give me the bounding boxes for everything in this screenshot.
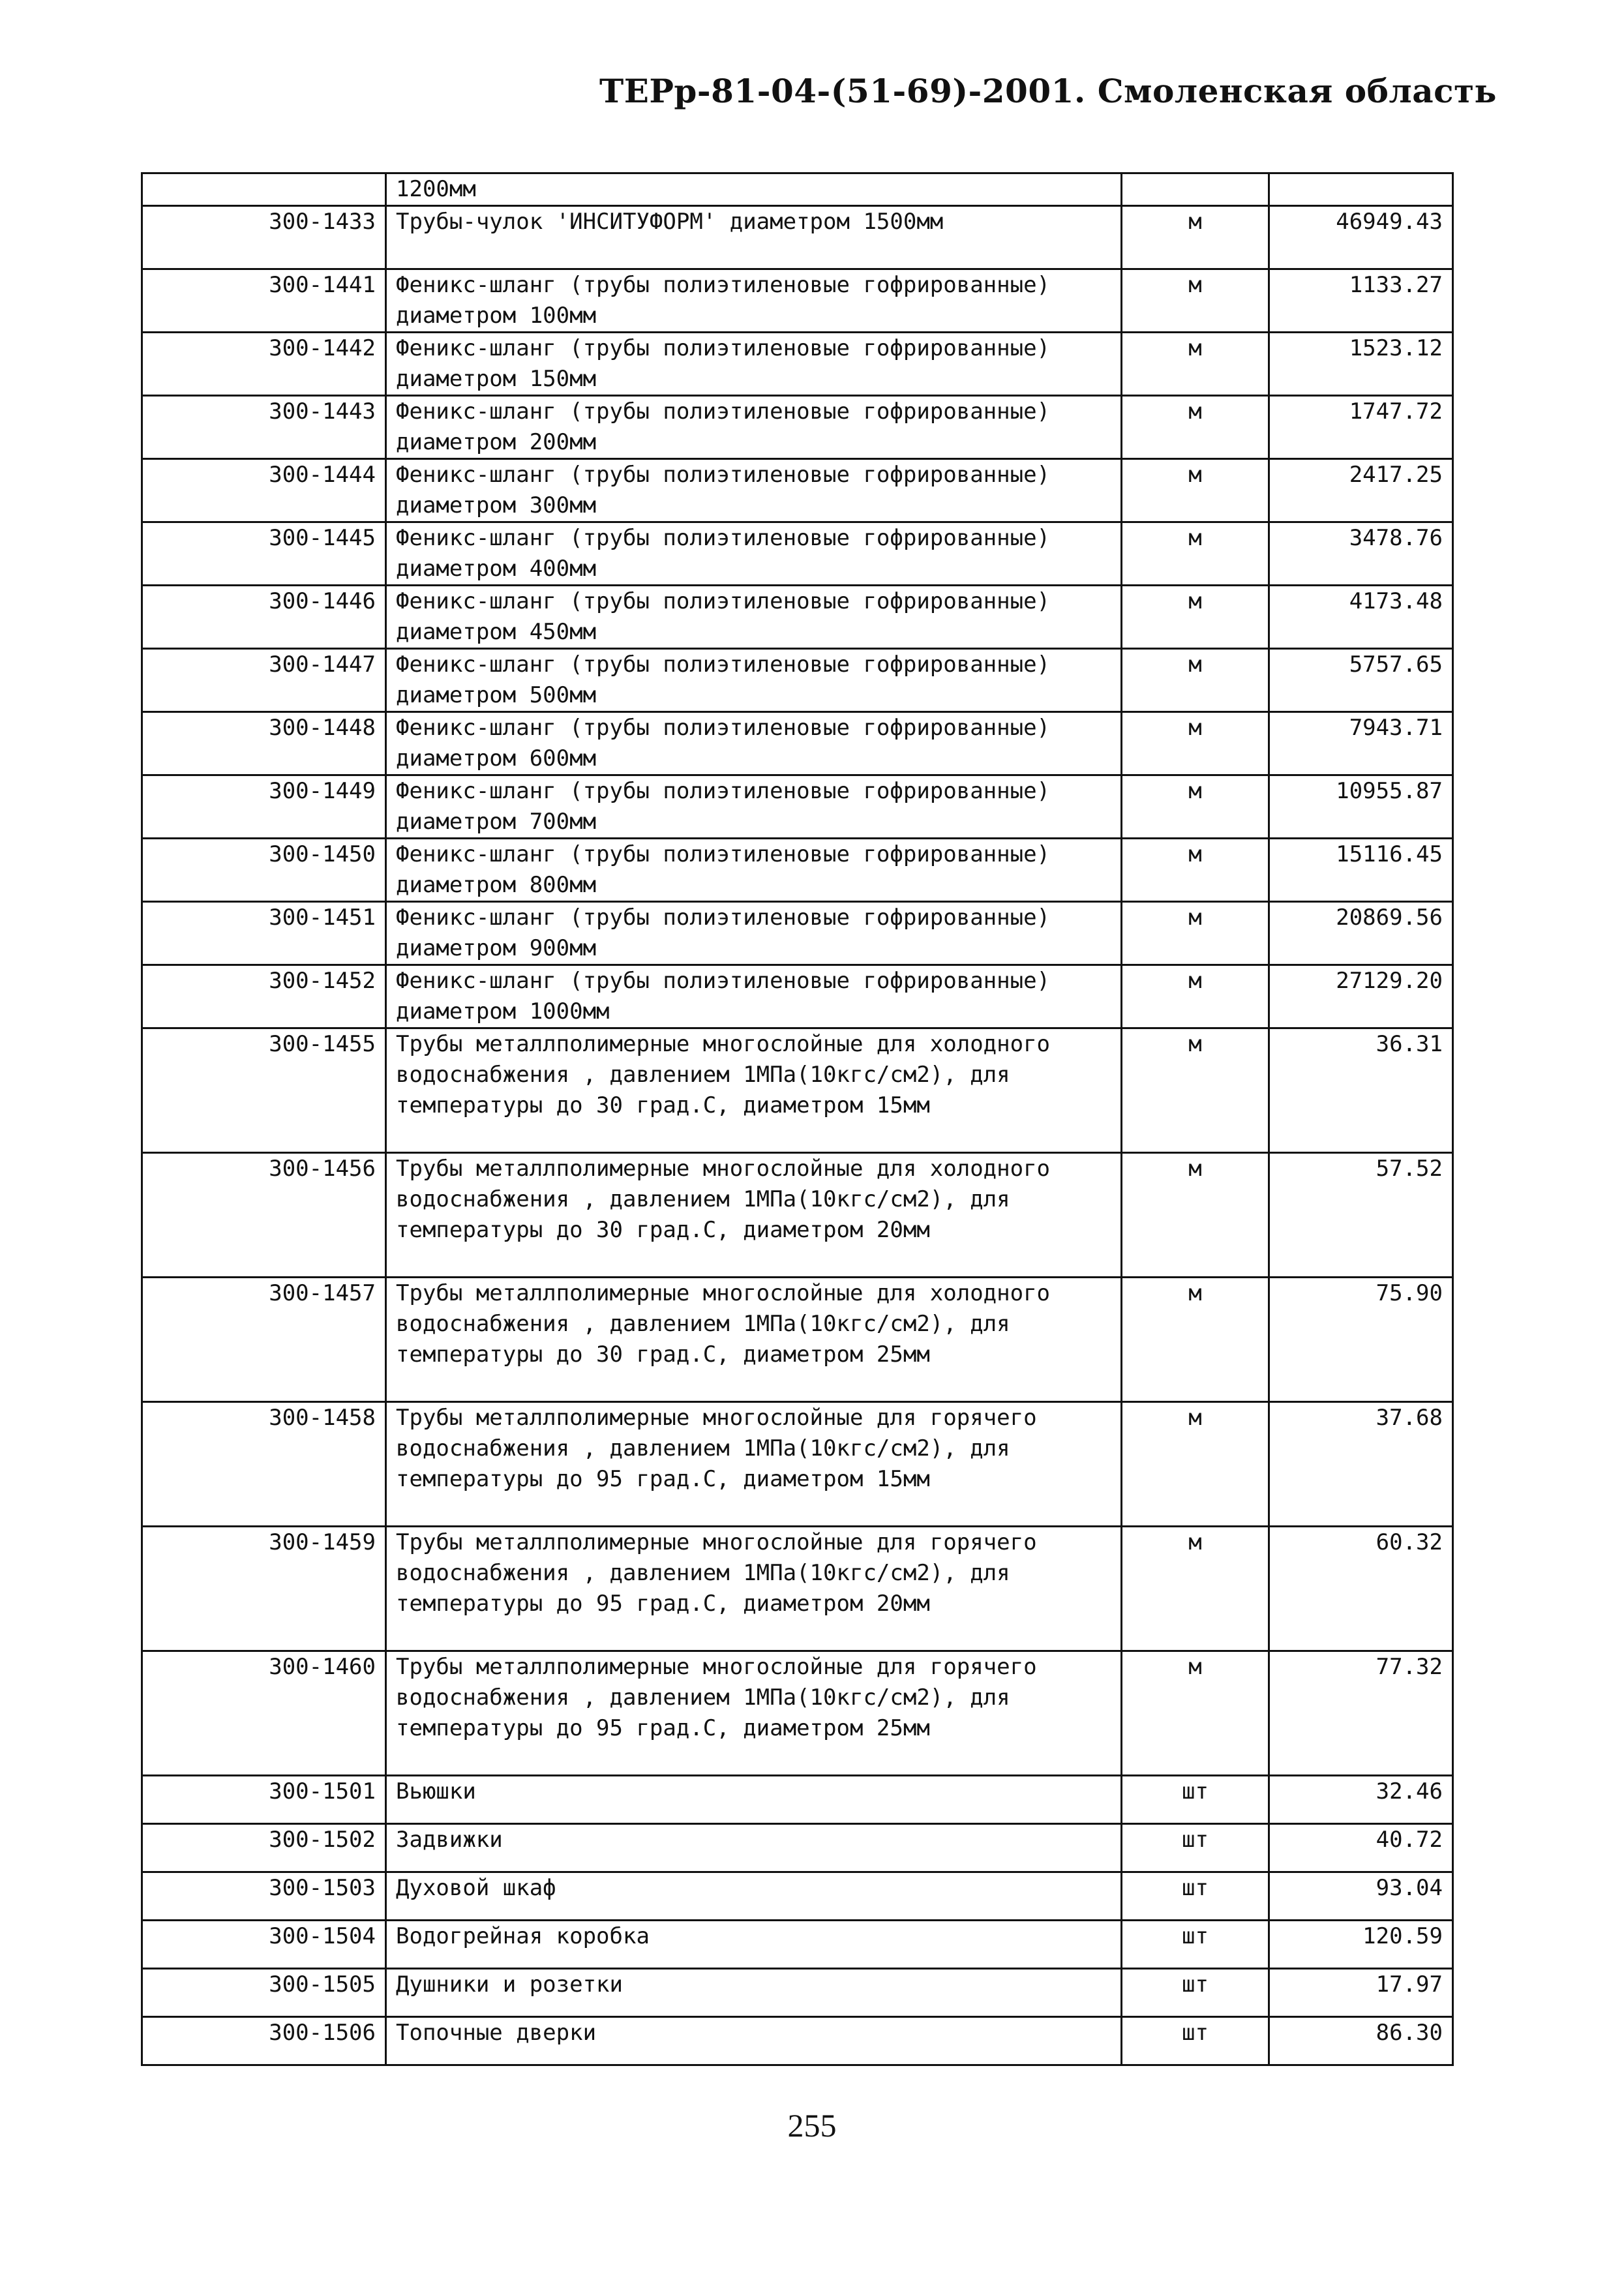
row-unit: м — [1122, 396, 1269, 459]
row-name: Топочные дверки — [386, 2017, 1122, 2065]
row-unit: м — [1122, 1028, 1269, 1153]
price-table-body — [142, 173, 1453, 2065]
row-unit: шт — [1122, 1776, 1269, 1824]
row-unit: м — [1122, 269, 1269, 333]
row-price: 1747.72 — [1269, 396, 1453, 459]
table-row — [142, 1402, 1453, 1527]
row-name: Феникс-шланг (трубы полиэтиленовые гофрированные) диаметром 800мм — [386, 839, 1122, 902]
row-name: Душники и розетки — [386, 1969, 1122, 2017]
row-name: Феникс-шланг (трубы полиэтиленовые гофрированные) диаметром 150мм — [386, 333, 1122, 396]
table-row — [142, 902, 1453, 965]
row-price: 10955.87 — [1269, 775, 1453, 839]
row-unit: м — [1122, 1402, 1269, 1527]
row-unit: шт — [1122, 1921, 1269, 1969]
row-name: Феникс-шланг (трубы полиэтиленовые гофрированные) диаметром 450мм — [386, 586, 1122, 649]
row-code: 300-1448 — [142, 712, 386, 775]
row-code: 300-1451 — [142, 902, 386, 965]
table-row — [142, 1651, 1453, 1776]
row-name: Трубы-чулок 'ИНСИТУФОРМ' диаметром 1500мм — [386, 206, 1122, 269]
row-code: 300-1504 — [142, 1921, 386, 1969]
row-name: Феникс-шланг (трубы полиэтиленовые гофрированные) диаметром 300мм — [386, 459, 1122, 522]
row-name: Феникс-шланг (трубы полиэтиленовые гофрированные) диаметром 700мм — [386, 775, 1122, 839]
row-price: 46949.43 — [1269, 206, 1453, 269]
row-price: 93.04 — [1269, 1872, 1453, 1921]
table-row — [142, 965, 1453, 1028]
row-name: Феникс-шланг (трубы полиэтиленовые гофрированные) диаметром 500мм — [386, 649, 1122, 712]
row-code: 300-1505 — [142, 1969, 386, 2017]
row-name: Феникс-шланг (трубы полиэтиленовые гофрированные) диаметром 900мм — [386, 902, 1122, 965]
row-unit: м — [1122, 1278, 1269, 1402]
row-name: Трубы металлполимерные многослойные для горячего водоснабжения , давлением 1МПа(10кгс/см2), для температуры до 95 град.С, диаметром 20мм — [386, 1527, 1122, 1651]
row-price: 37.68 — [1269, 1402, 1453, 1527]
row-price: 7943.71 — [1269, 712, 1453, 775]
table-row — [142, 522, 1453, 586]
row-code: 300-1433 — [142, 206, 386, 269]
table-row — [142, 1153, 1453, 1278]
row-unit: м — [1122, 206, 1269, 269]
row-name: Трубы металлполимерные многослойные для холодного водоснабжения , давлением 1МПа(10кгс/см2), для температуры до 30 град.С, диаметром 15мм — [386, 1028, 1122, 1153]
row-unit: м — [1122, 965, 1269, 1028]
row-code: 300-1457 — [142, 1278, 386, 1402]
row-unit: м — [1122, 1527, 1269, 1651]
row-price: 1523.12 — [1269, 333, 1453, 396]
row-unit: м — [1122, 712, 1269, 775]
row-price: 2417.25 — [1269, 459, 1453, 522]
row-price: 27129.20 — [1269, 965, 1453, 1028]
row-name: Феникс-шланг (трубы полиэтиленовые гофрированные) диаметром 200мм — [386, 396, 1122, 459]
table-row — [142, 459, 1453, 522]
row-name: 1200мм — [386, 173, 1122, 206]
row-name: Феникс-шланг (трубы полиэтиленовые гофрированные) диаметром 1000мм — [386, 965, 1122, 1028]
row-code: 300-1447 — [142, 649, 386, 712]
row-name: Трубы металлполимерные многослойные для холодного водоснабжения , давлением 1МПа(10кгс/см2), для температуры до 30 град.С, диаметром 25мм — [386, 1278, 1122, 1402]
table-row — [142, 1824, 1453, 1872]
row-price: 60.32 — [1269, 1527, 1453, 1651]
row-price: 120.59 — [1269, 1921, 1453, 1969]
row-price: 32.46 — [1269, 1776, 1453, 1824]
row-name: Духовой шкаф — [386, 1872, 1122, 1921]
row-code: 300-1450 — [142, 839, 386, 902]
table-row — [142, 2017, 1453, 2065]
row-code: 300-1443 — [142, 396, 386, 459]
row-price: 77.32 — [1269, 1651, 1453, 1776]
row-price: 86.30 — [1269, 2017, 1453, 2065]
table-row — [142, 396, 1453, 459]
table-row — [142, 1278, 1453, 1402]
table-row — [142, 712, 1453, 775]
row-unit: м — [1122, 649, 1269, 712]
row-code: 300-1506 — [142, 2017, 386, 2065]
row-code: 300-1501 — [142, 1776, 386, 1824]
row-code: 300-1444 — [142, 459, 386, 522]
row-name: Феникс-шланг (трубы полиэтиленовые гофрированные) диаметром 100мм — [386, 269, 1122, 333]
row-name: Вьюшки — [386, 1776, 1122, 1824]
row-unit: м — [1122, 522, 1269, 586]
row-code — [142, 173, 386, 206]
row-price: 3478.76 — [1269, 522, 1453, 586]
row-code: 300-1459 — [142, 1527, 386, 1651]
row-code: 300-1452 — [142, 965, 386, 1028]
row-code: 300-1502 — [142, 1824, 386, 1872]
row-price: 20869.56 — [1269, 902, 1453, 965]
row-code: 300-1449 — [142, 775, 386, 839]
row-name: Трубы металлполимерные многослойные для холодного водоснабжения , давлением 1МПа(10кгс/см2), для температуры до 30 град.С, диаметром 20мм — [386, 1153, 1122, 1278]
row-name: Феникс-шланг (трубы полиэтиленовые гофрированные) диаметром 400мм — [386, 522, 1122, 586]
table-row — [142, 839, 1453, 902]
table-row — [142, 1921, 1453, 1969]
row-price — [1269, 173, 1453, 206]
row-unit: м — [1122, 839, 1269, 902]
row-price: 15116.45 — [1269, 839, 1453, 902]
row-unit — [1122, 173, 1269, 206]
row-code: 300-1446 — [142, 586, 386, 649]
row-code: 300-1456 — [142, 1153, 386, 1278]
table-row — [142, 586, 1453, 649]
row-name: Феникс-шланг (трубы полиэтиленовые гофрированные) диаметром 600мм — [386, 712, 1122, 775]
row-unit: шт — [1122, 2017, 1269, 2065]
table-row — [142, 1872, 1453, 1921]
row-unit: м — [1122, 333, 1269, 396]
row-code: 300-1458 — [142, 1402, 386, 1527]
table-row — [142, 1969, 1453, 2017]
price-table — [141, 172, 1454, 2066]
row-unit: м — [1122, 1651, 1269, 1776]
row-name: Задвижки — [386, 1824, 1122, 1872]
row-name: Водогрейная коробка — [386, 1921, 1122, 1969]
row-price: 17.97 — [1269, 1969, 1453, 2017]
row-price: 5757.65 — [1269, 649, 1453, 712]
row-name: Трубы металлполимерные многослойные для горячего водоснабжения , давлением 1МПа(10кгс/см2), для температуры до 95 град.С, диаметром 15мм — [386, 1402, 1122, 1527]
row-unit: шт — [1122, 1969, 1269, 2017]
table-row — [142, 206, 1453, 269]
row-unit: м — [1122, 459, 1269, 522]
table-row — [142, 269, 1453, 333]
table-row — [142, 1028, 1453, 1153]
row-code: 300-1441 — [142, 269, 386, 333]
row-unit: м — [1122, 1153, 1269, 1278]
row-unit: м — [1122, 902, 1269, 965]
row-unit: м — [1122, 775, 1269, 839]
table-row-continuation — [142, 173, 1453, 206]
row-unit: шт — [1122, 1824, 1269, 1872]
row-code: 300-1442 — [142, 333, 386, 396]
row-unit: шт — [1122, 1872, 1269, 1921]
row-price: 75.90 — [1269, 1278, 1453, 1402]
row-code: 300-1445 — [142, 522, 386, 586]
row-price: 40.72 — [1269, 1824, 1453, 1872]
table-row — [142, 649, 1453, 712]
row-code: 300-1455 — [142, 1028, 386, 1153]
row-price: 57.52 — [1269, 1153, 1453, 1278]
row-price: 36.31 — [1269, 1028, 1453, 1153]
row-name: Трубы металлполимерные многослойные для горячего водоснабжения , давлением 1МПа(10кгс/см2), для температуры до 95 град.С, диаметром 25мм — [386, 1651, 1122, 1776]
page-number: 255 — [787, 2107, 837, 2144]
document-title: ТЕРр-81-04-(51-69)-2001. Смоленская область — [599, 72, 1497, 110]
table-row — [142, 1776, 1453, 1824]
row-code: 300-1460 — [142, 1651, 386, 1776]
table-row — [142, 775, 1453, 839]
row-price: 4173.48 — [1269, 586, 1453, 649]
row-unit: м — [1122, 586, 1269, 649]
row-code: 300-1503 — [142, 1872, 386, 1921]
row-price: 1133.27 — [1269, 269, 1453, 333]
table-row — [142, 333, 1453, 396]
table-row — [142, 1527, 1453, 1651]
